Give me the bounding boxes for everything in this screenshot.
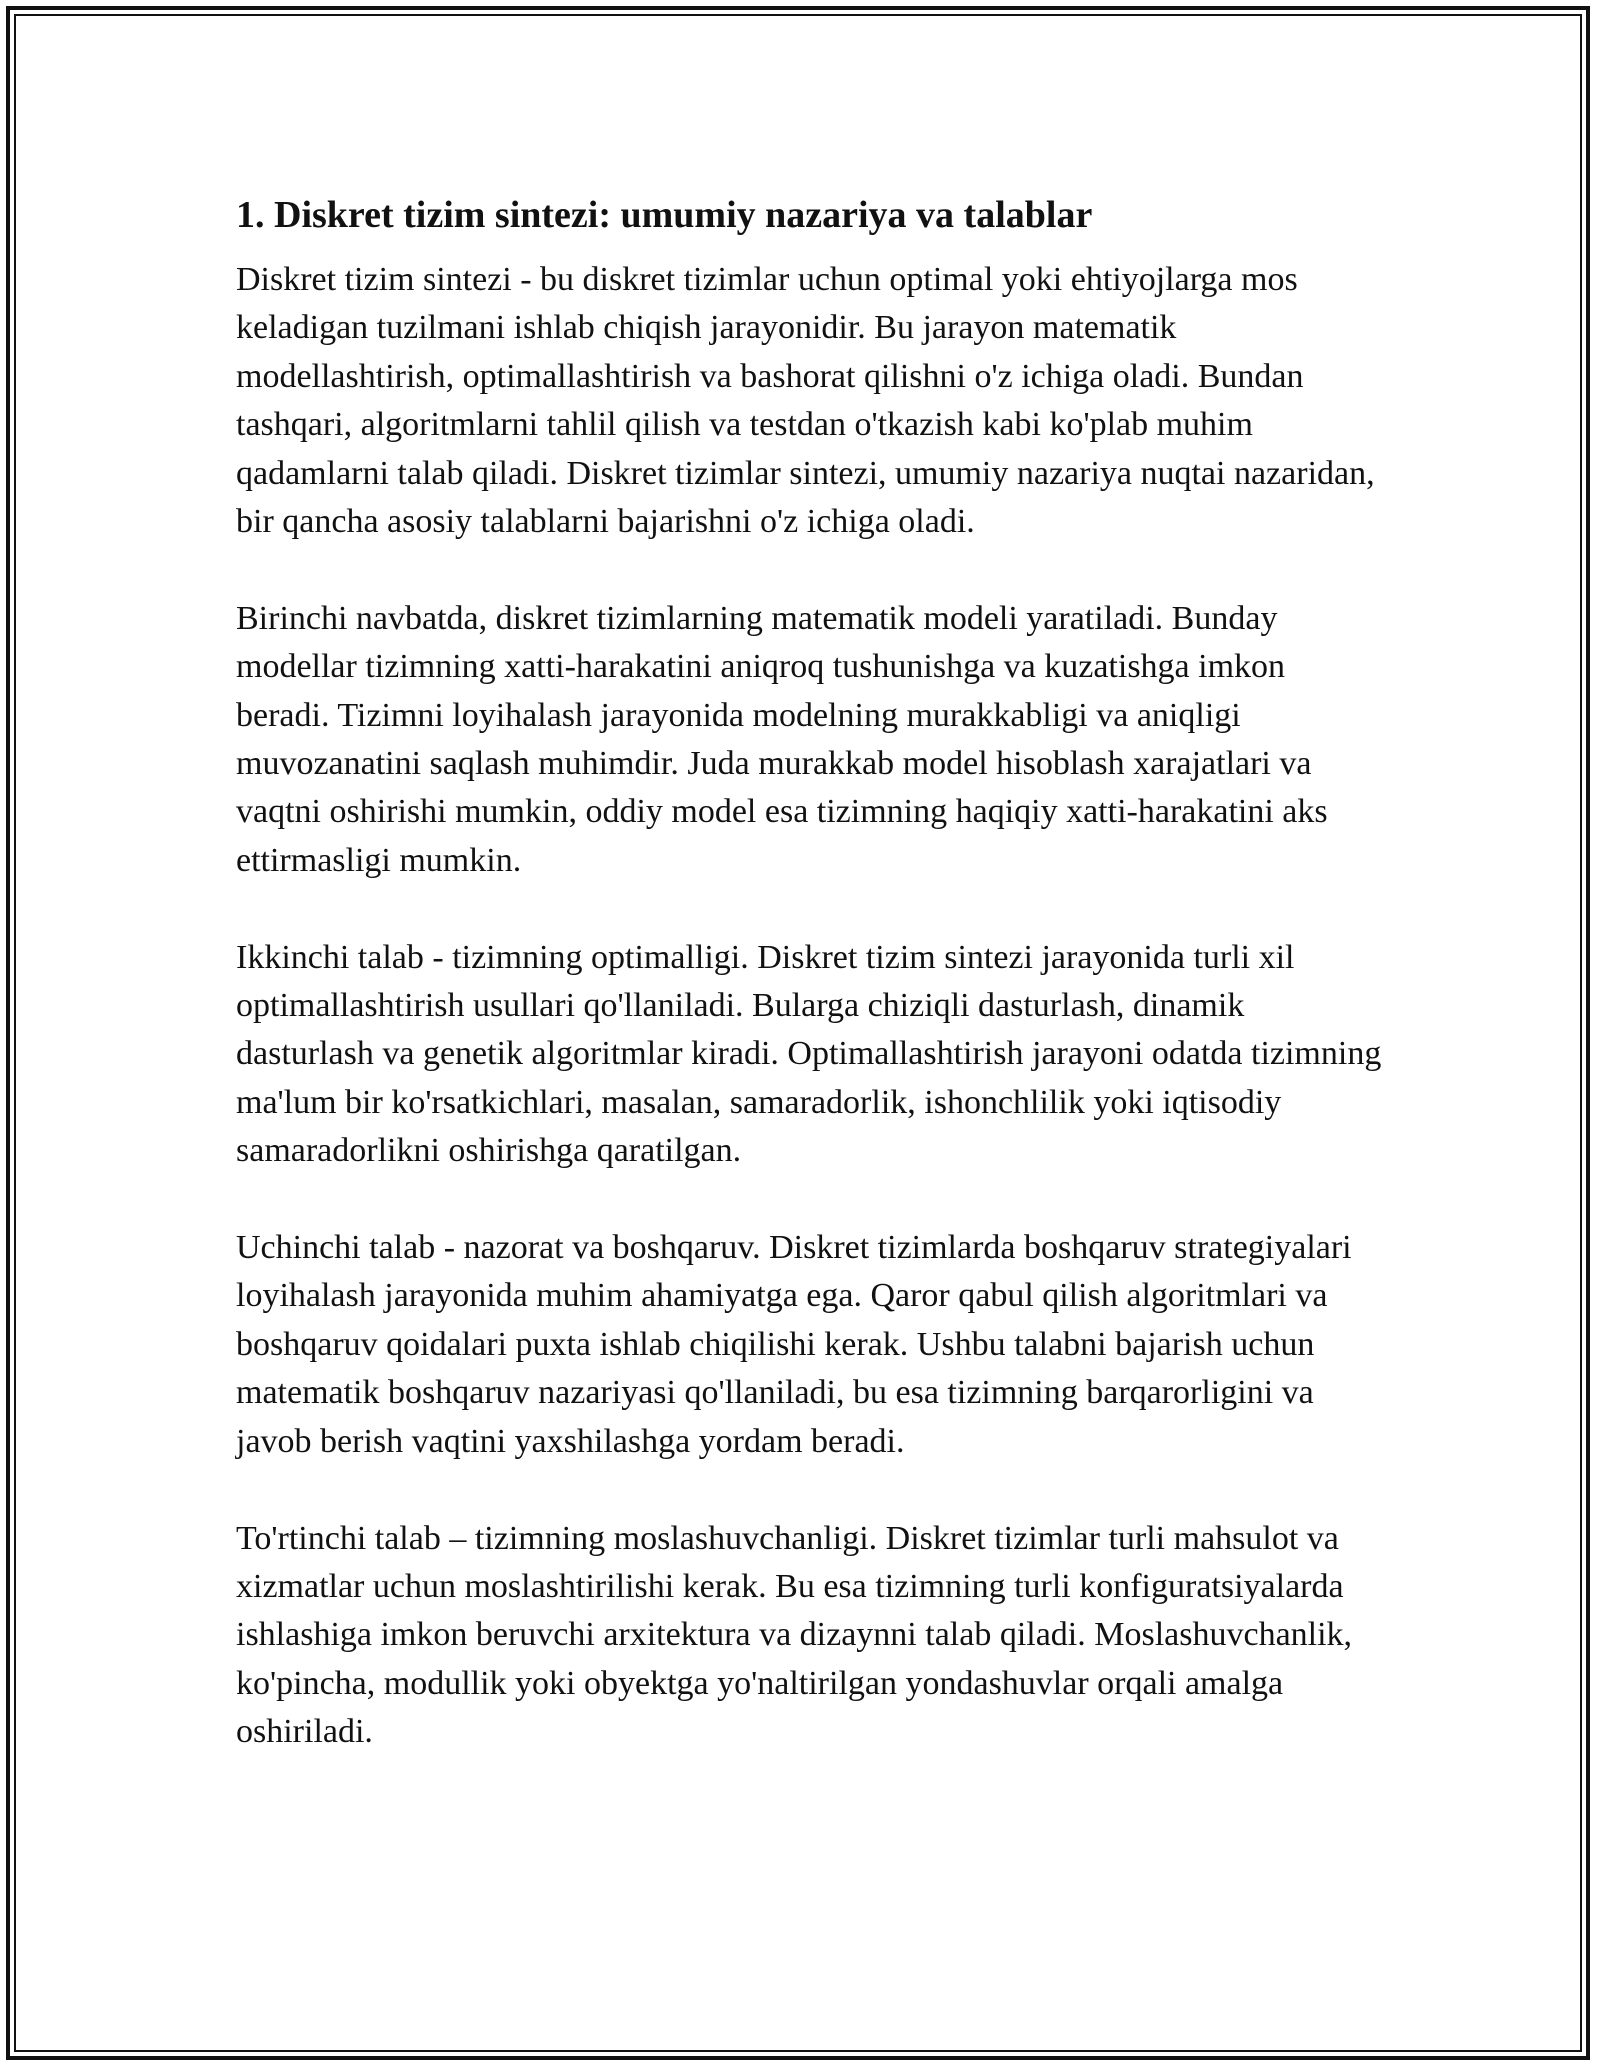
document-body — [236, 188, 1386, 1805]
paragraph-third-requirement: Uchinchi talab - nazorat va boshqaruv. Diskret tizimlarda boshqaruv strategiyalari loyihalash jarayonida muhim ahamiyatga ega. Qaror qabul qilish algoritmlari va boshqaruv qoidalari puxta ishlab chiqilishi kerak. Ushbu talabni bajarish uchun matematik boshqaruv nazariyasi qo'llaniladi, bu esa tizimning barqarorligini va javob berish vaqtini yaxshilashga yordam beradi. — [236, 1229, 1352, 1460]
paragraph-second-requirement: Ikkinchi talab - tizimning optimalligi. Diskret tizim sintezi jarayonida turli xil optimallashtirish usullari qo'llaniladi. Bularga chiziqli dasturlash, dinamik dasturlash va genetik algoritmlar kiradi. Optimallashtirish jarayoni odatda tizimning ma'lum bir ko'rsatkichlari, masalan, samaradorlik, ishonchlilik yoki iqtisodiy samaradorlikni oshirishga qaratilgan. — [236, 938, 1382, 1170]
paragraph-intro: Diskret tizim sintezi - bu diskret tizimlar uchun optimal yoki ehtiyojlarga mos keladigan tuzilmani ishlab chiqish jarayonidir. Bu jarayon matematik modellashtirish, optimallashtirish va bashorat qilishni o'z ichiga oladi. Bundan tashqari, algoritmlarni tahlil qilish va testdan o'tkazish kabi ko'plab muhim qadamlarni talab qiladi. Diskret tizimlar sintezi, umumiy nazariya nuqtai nazaridan, bir qancha asosiy talablarni bajarishni o'z ichiga oladi. — [236, 261, 1375, 541]
paragraph-first-requirement: Birinchi navbatda, diskret tizimlarning matematik modeli yaratiladi. Bunday modellar tizimning xatti-harakatini aniqroq tushunishga va kuzatishga imkon beradi. Tizimni loyihalash jarayonida modelning murakkabligi va aniqligi muvozanatini saqlash muhimdir. Juda murakkab model hisoblash xarajatlari va vaqtni oshirishi mumkin, oddiy model esa tizimning haqiqiy xatti-harakatini aks ettirmasligi mumkin. — [236, 599, 1328, 879]
paragraph-fourth-requirement: To'rtinchi talab – tizimning moslashuvchanligi. Diskret tizimlar turli mahsulot va xizmatlar uchun moslashtirilishi kerak. Bu esa tizimning turli konfiguratsiyalarda ishlashiga imkon beruvchi arxitektura va dizaynni talab qiladi. Moslashuvchanlik, ko'pincha, modullik yoki obyektga yo'naltirilgan yondashuvlar orqali amalga oshiriladi. — [236, 1519, 1353, 1751]
section-heading: 1. Diskret tizim sintezi: umumiy nazariya va talablar — [236, 194, 1093, 236]
